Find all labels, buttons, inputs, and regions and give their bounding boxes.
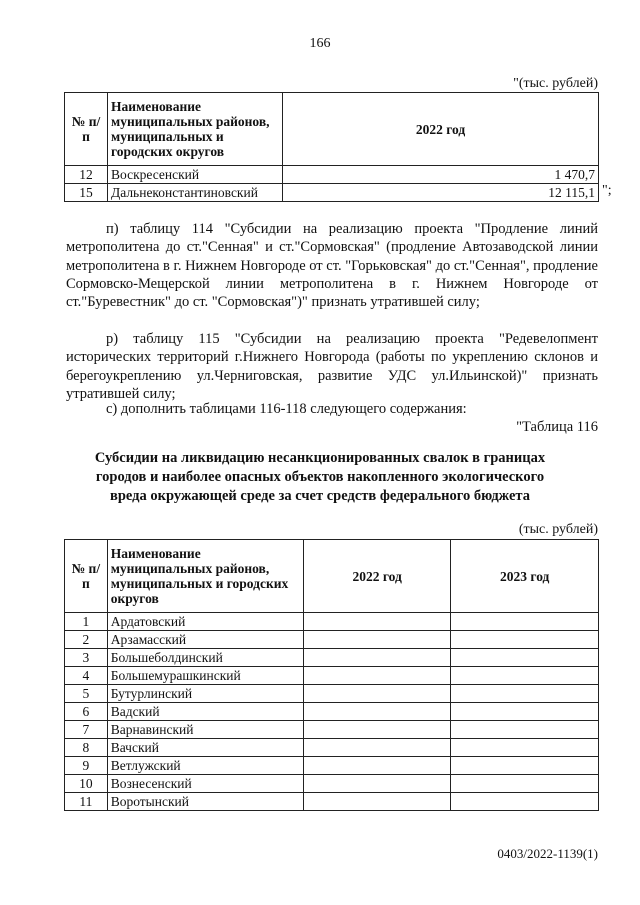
table-row [65, 757, 599, 775]
table2-header-2022: 2022 год [303, 540, 451, 613]
row-num: 4 [65, 667, 108, 685]
page-number: 166 [309, 36, 331, 51]
table-row [65, 793, 599, 811]
table1 [64, 92, 599, 202]
table2-units: (тыс. рублей) [518, 522, 598, 537]
row-value-2022 [303, 739, 451, 757]
table2-header-2023: 2023 год [451, 540, 599, 613]
row-num: 15 [65, 184, 108, 202]
row-name: Воскресенский [108, 166, 283, 184]
table-row [65, 685, 599, 703]
table-row [65, 184, 599, 202]
table-label: "Таблица 116 [516, 419, 598, 435]
row-name: Воротынский [107, 793, 303, 811]
row-value-2022 [303, 793, 451, 811]
row-num: 1 [65, 613, 108, 631]
row-value-2023 [451, 793, 599, 811]
row-value-2022: 12 115,1 [283, 184, 599, 202]
row-value-2023 [451, 667, 599, 685]
row-value-2022 [303, 685, 451, 703]
row-name: Арзамасский [107, 631, 303, 649]
table-row [65, 775, 599, 793]
row-name: Бутурлинский [107, 685, 303, 703]
table1-closing-quote: "; [602, 183, 612, 198]
table-row [65, 631, 599, 649]
table-row [65, 613, 599, 631]
table-row [65, 667, 599, 685]
row-name: Вознесенский [107, 775, 303, 793]
row-value-2022 [303, 703, 451, 721]
row-value-2022 [303, 649, 451, 667]
row-name: Дальнеконстантиновский [108, 184, 283, 202]
table-row [65, 649, 599, 667]
row-value-2022 [303, 757, 451, 775]
row-num: 8 [65, 739, 108, 757]
table-row [65, 721, 599, 739]
row-value-2023 [451, 631, 599, 649]
row-value-2022 [303, 775, 451, 793]
table2-header-num: № п/п [65, 540, 108, 613]
row-value-2023 [451, 613, 599, 631]
row-value-2023 [451, 685, 599, 703]
table2-title: Субсидии на ликвидацию несанкционированных свалок в границах городов и наиболее опасных объектов накопленного экологического вреда окружающей среде за счет средств федерального бюджета [94, 450, 546, 504]
row-num: 5 [65, 685, 108, 703]
row-num: 11 [65, 793, 108, 811]
row-name: Ветлужский [107, 757, 303, 775]
row-num: 3 [65, 649, 108, 667]
row-value-2023 [451, 739, 599, 757]
row-name: Вадский [107, 703, 303, 721]
table2 [64, 539, 599, 811]
row-value-2022: 1 470,7 [283, 166, 599, 184]
table1-header-name: Наименование муниципальных районов, муниципальных и городских округов [108, 93, 283, 166]
row-value-2022 [303, 631, 451, 649]
row-name: Ардатовский [107, 613, 303, 631]
row-name: Большеболдинский [107, 649, 303, 667]
row-num: 10 [65, 775, 108, 793]
row-num: 2 [65, 631, 108, 649]
row-value-2022 [303, 721, 451, 739]
row-name: Вачский [107, 739, 303, 757]
table1-header-2022: 2022 год [283, 93, 599, 166]
row-num: 9 [65, 757, 108, 775]
paragraph-r: р) таблицу 115 "Субсидии на реализацию проекта "Редевелопмент исторических территорий г.Нижнего Новгорода (работы по укреплению склонов и берегоукреплению ул.Черниговская, развитие УДС ул.Ильинской)" признать утратившей силу; [66, 331, 598, 402]
row-num: 6 [65, 703, 108, 721]
row-value-2023 [451, 649, 599, 667]
table1-header-num: № п/п [65, 93, 108, 166]
paragraph-p: п) таблицу 114 "Субсидии на реализацию проекта "Продление линий метрополитена до ст."Сенная" и ст."Сормовская" (продление Автозаводской линии метрополитена в г. Нижнем Новгороде от ст. "Горьковская" до ст."Сенная", продление Сормовско-Мещерской линии метрополитена в г. Нижнем Новгороде от ст."Буревестник" до ст. "Сормовская")" признать утратившей силу; [66, 221, 598, 311]
row-num: 7 [65, 721, 108, 739]
row-value-2023 [451, 757, 599, 775]
table2-header-name: Наименование муниципальных районов, муниципальных и городских округов [107, 540, 303, 613]
row-value-2023 [451, 775, 599, 793]
row-value-2022 [303, 613, 451, 631]
table-row [65, 166, 599, 184]
row-value-2023 [451, 721, 599, 739]
table-row [65, 703, 599, 721]
row-num: 12 [65, 166, 108, 184]
paragraph-s: с) дополнить таблицами 116-118 следующего содержания: [106, 401, 467, 417]
row-name: Варнавинский [107, 721, 303, 739]
footer-document-code: 0403/2022-1139(1) [497, 846, 598, 861]
row-value-2022 [303, 667, 451, 685]
row-value-2023 [451, 703, 599, 721]
row-name: Большемурашкинский [107, 667, 303, 685]
table1-units: "(тыс. рублей) [513, 76, 598, 91]
table-row [65, 739, 599, 757]
